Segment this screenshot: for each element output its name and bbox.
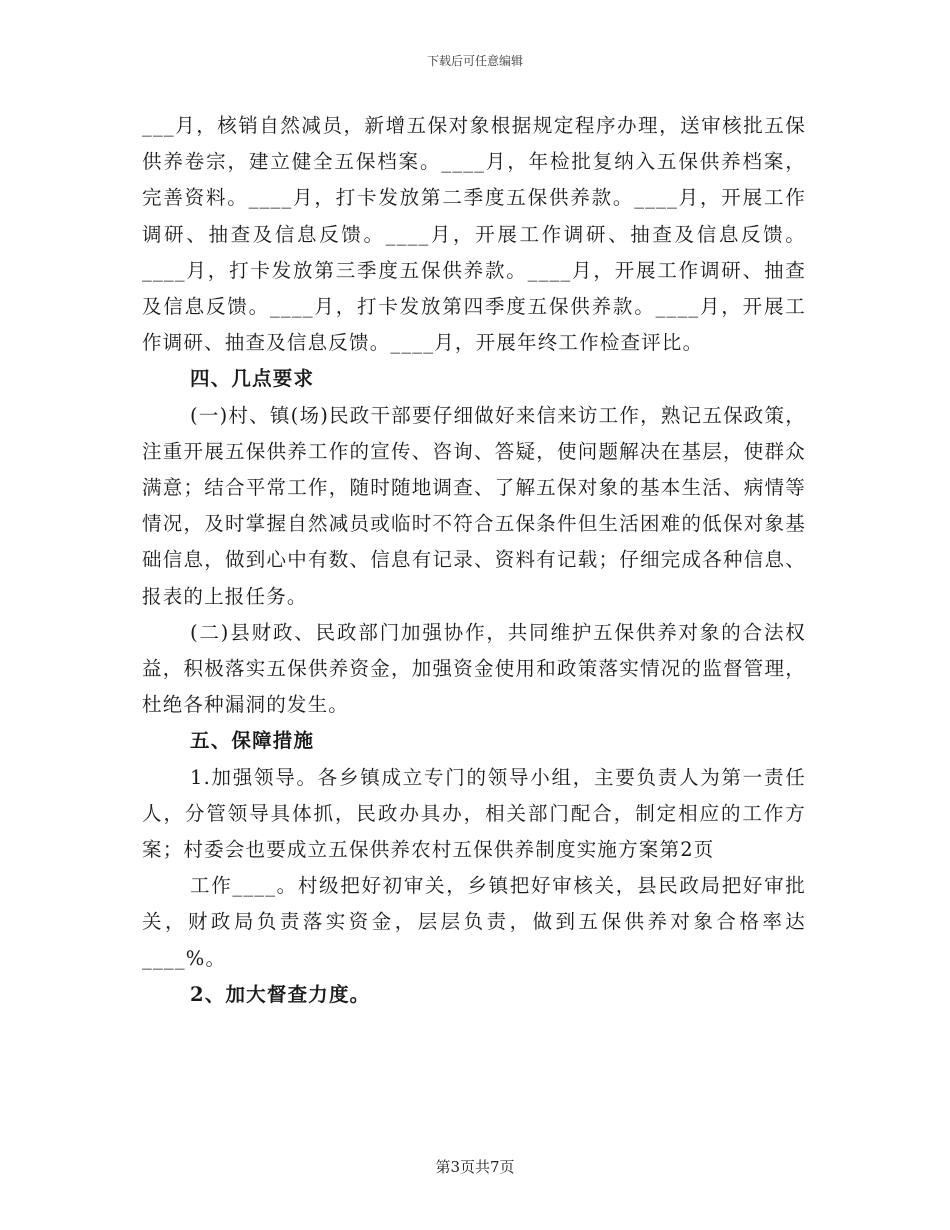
paragraph-requirement-1: (一)村、镇(场)民政干部要仔细做好来信来访工作，熟记五保政策，注重开展五保供养工作的宣传、咨询、答疑，使问题解决在基层，使群众满意；结合平常工作，随时随地调查、了解五保对象的基本生活、病情等情况，及时掌握自然减员或临时不符合五保条件但生活困难的低保对象基础信息，做到心中有数、信息有记录、资料有记载；仔细完成各种信息、报表的上报任务。	[142, 403, 806, 608]
paragraph-safeguard-2: 2、加大督查力度。	[190, 982, 371, 1006]
page-footer: 第3页共7页	[435, 1158, 515, 1176]
paragraph-schedule: ___月，核销自然减员，新增五保对象根据规定程序办理，送审核批五保供养卷宗，建立健全五保档案。____月，年检批复纳入五保供养档案，完善资料。____月，打卡发放第二季度五保供养款。____月，开展工作调研、抽查及信息反馈。____月，开展工作调研、抽查及信息反馈。____月，打卡发放第三季度五保供养款。____月，开展工作调研、抽查及信息反馈。____月，打卡发放第四季度五保供养款。____月，开展工作调研、抽查及信息反馈。____月，开展年终工作检查评比。	[142, 114, 806, 355]
section-heading-safeguards: 五、保障措施	[190, 729, 315, 753]
section-heading-requirements: 四、几点要求	[190, 367, 315, 391]
paragraph-safeguard-1: 1.加强领导。各乡镇成立专门的领导小组，主要负责人为第一责任人，分管领导具体抓，民政办具办，相关部门配合，制定相应的工作方案；村委会也要成立五保供养农村五保供养制度实施方案第2页	[142, 765, 806, 862]
paragraph-safeguard-1-continued: 工作____。村级把好初审关，乡镇把好审核关，县民政局把好审批关，财政局负责落实资金，层层负责，做到五保供养对象合格率达____%。	[142, 874, 806, 970]
page-header: 下载后可任意编辑	[426, 54, 523, 68]
paragraph-requirement-2: (二)县财政、民政部门加强协作，共同维护五保供养对象的合法权益，积极落实五保供养资金，加强资金使用和政策落实情况的监督管理，杜绝各种漏洞的发生。	[142, 620, 806, 717]
document-body	[142, 108, 806, 1013]
